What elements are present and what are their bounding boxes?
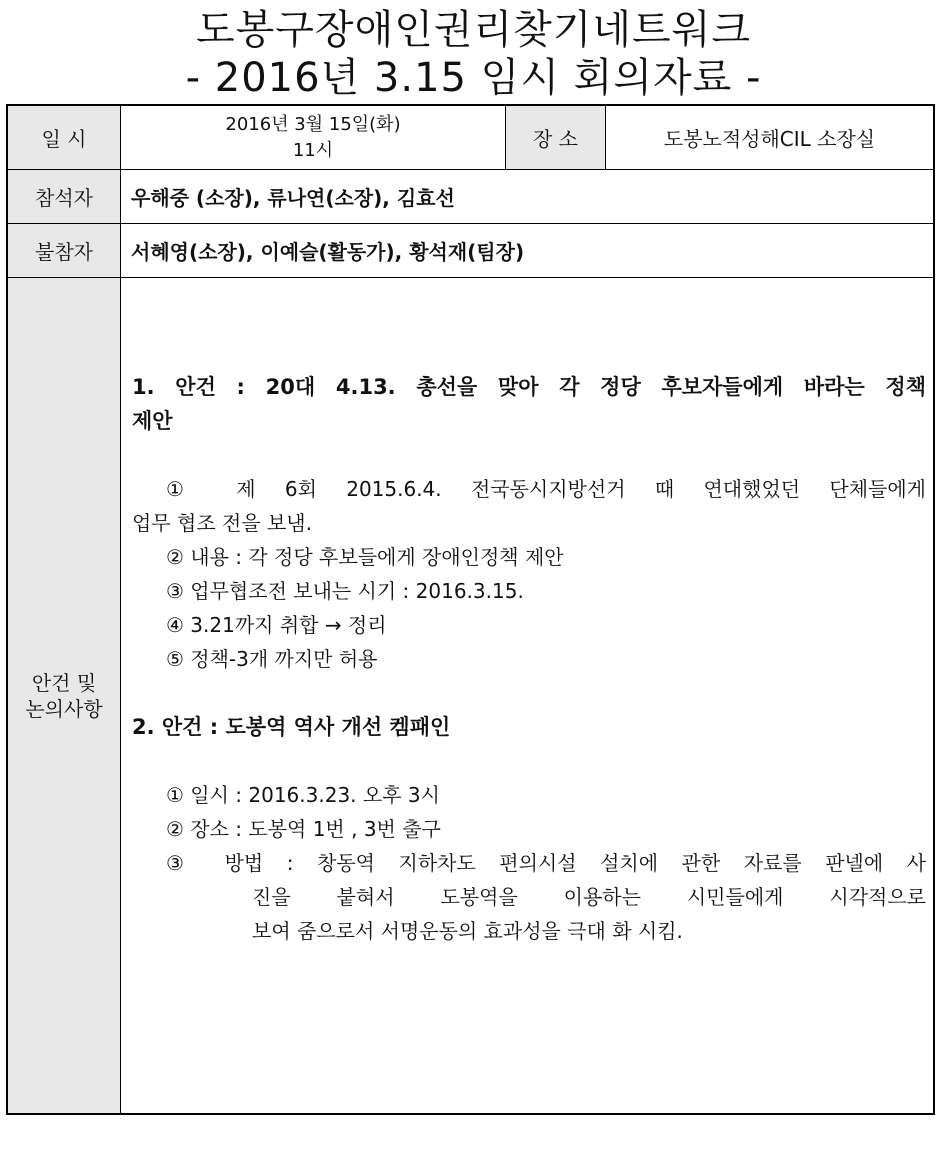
agenda-item2-point3: ③ 방법 : 창동역 지하차도 편의시설 설치에 관한 자료를 판넬에 사 xyxy=(166,851,926,875)
agenda-item1-title: 1. 안건 : 20대 4.13. 총선을 맞아 각 정당 후보자들에게 바라는 정책 xyxy=(132,375,926,399)
column-divider xyxy=(505,106,506,169)
agenda-item2-point3-cont1: 진을 붙혀서 도봉역을 이용하는 시민들에게 시각적으로 xyxy=(252,885,926,909)
datetime-label: 일 시 xyxy=(8,106,120,169)
attendees-label: 참석자 xyxy=(8,170,120,223)
row-divider xyxy=(8,223,933,224)
datetime-value xyxy=(121,106,505,169)
agenda-item1-point4: ④ 3.21까지 취합 → 정리 xyxy=(166,613,387,637)
column-divider xyxy=(120,106,121,1113)
attendees-value: 우해중 (소장), 류나연(소장), 김효선 xyxy=(131,186,455,210)
meeting-date: 2016년 3월 15일(화) xyxy=(225,113,401,135)
agenda-item1-point1-cont: 업무 협조 전을 보냄. xyxy=(132,511,312,535)
column-divider xyxy=(605,106,606,169)
row-divider xyxy=(8,277,933,278)
document-subtitle: - 2016년 3.15 임시 회의자료 - xyxy=(185,55,762,101)
absentees-label: 불참자 xyxy=(8,224,120,277)
agenda-content xyxy=(132,370,926,948)
place-value xyxy=(606,106,933,169)
agenda-item1-title-cont: 제안 xyxy=(132,409,173,433)
agenda-item1-point5: ⑤ 정책-3개 까지만 허용 xyxy=(166,647,378,671)
absentees-value: 서혜영(소장), 이예슬(활동가), 황석재(팀장) xyxy=(131,240,525,264)
place-label: 장 소 xyxy=(506,106,605,169)
meeting-time: 11시 xyxy=(292,139,334,161)
agenda-item1-point3: ③ 업무협조전 보내는 시기 : 2016.3.15. xyxy=(166,579,524,603)
place-text: 도봉노적성해CIL 소장실 xyxy=(663,127,876,151)
agenda-label xyxy=(8,278,120,1113)
agenda-item1-point1: ① 제 6회 2015.6.4. 전국동시지방선거 때 연대했었던 단체들에게 xyxy=(166,477,926,501)
agenda-label-line1: 안건 및 xyxy=(31,670,97,695)
agenda-item2-point1: ① 일시 : 2016.3.23. 오후 3시 xyxy=(166,783,440,807)
agenda-item2-title: 2. 안건 : 도봉역 역사 개선 켐패인 xyxy=(132,715,451,739)
document-title: 도봉구장애인권리찾기네트워크 xyxy=(196,7,751,53)
minutes-table xyxy=(6,104,935,1115)
row-divider xyxy=(8,169,933,170)
agenda-item2-point3-cont2: 보여 줌으로서 서명운동의 효과성을 극대 화 시킴. xyxy=(252,919,683,943)
agenda-item2-point2: ② 장소 : 도봉역 1번 , 3번 출구 xyxy=(166,817,441,841)
agenda-label-line2: 논의사항 xyxy=(25,696,103,721)
agenda-item1-point2: ② 내용 : 각 정당 후보들에게 장애인정책 제안 xyxy=(166,545,564,569)
